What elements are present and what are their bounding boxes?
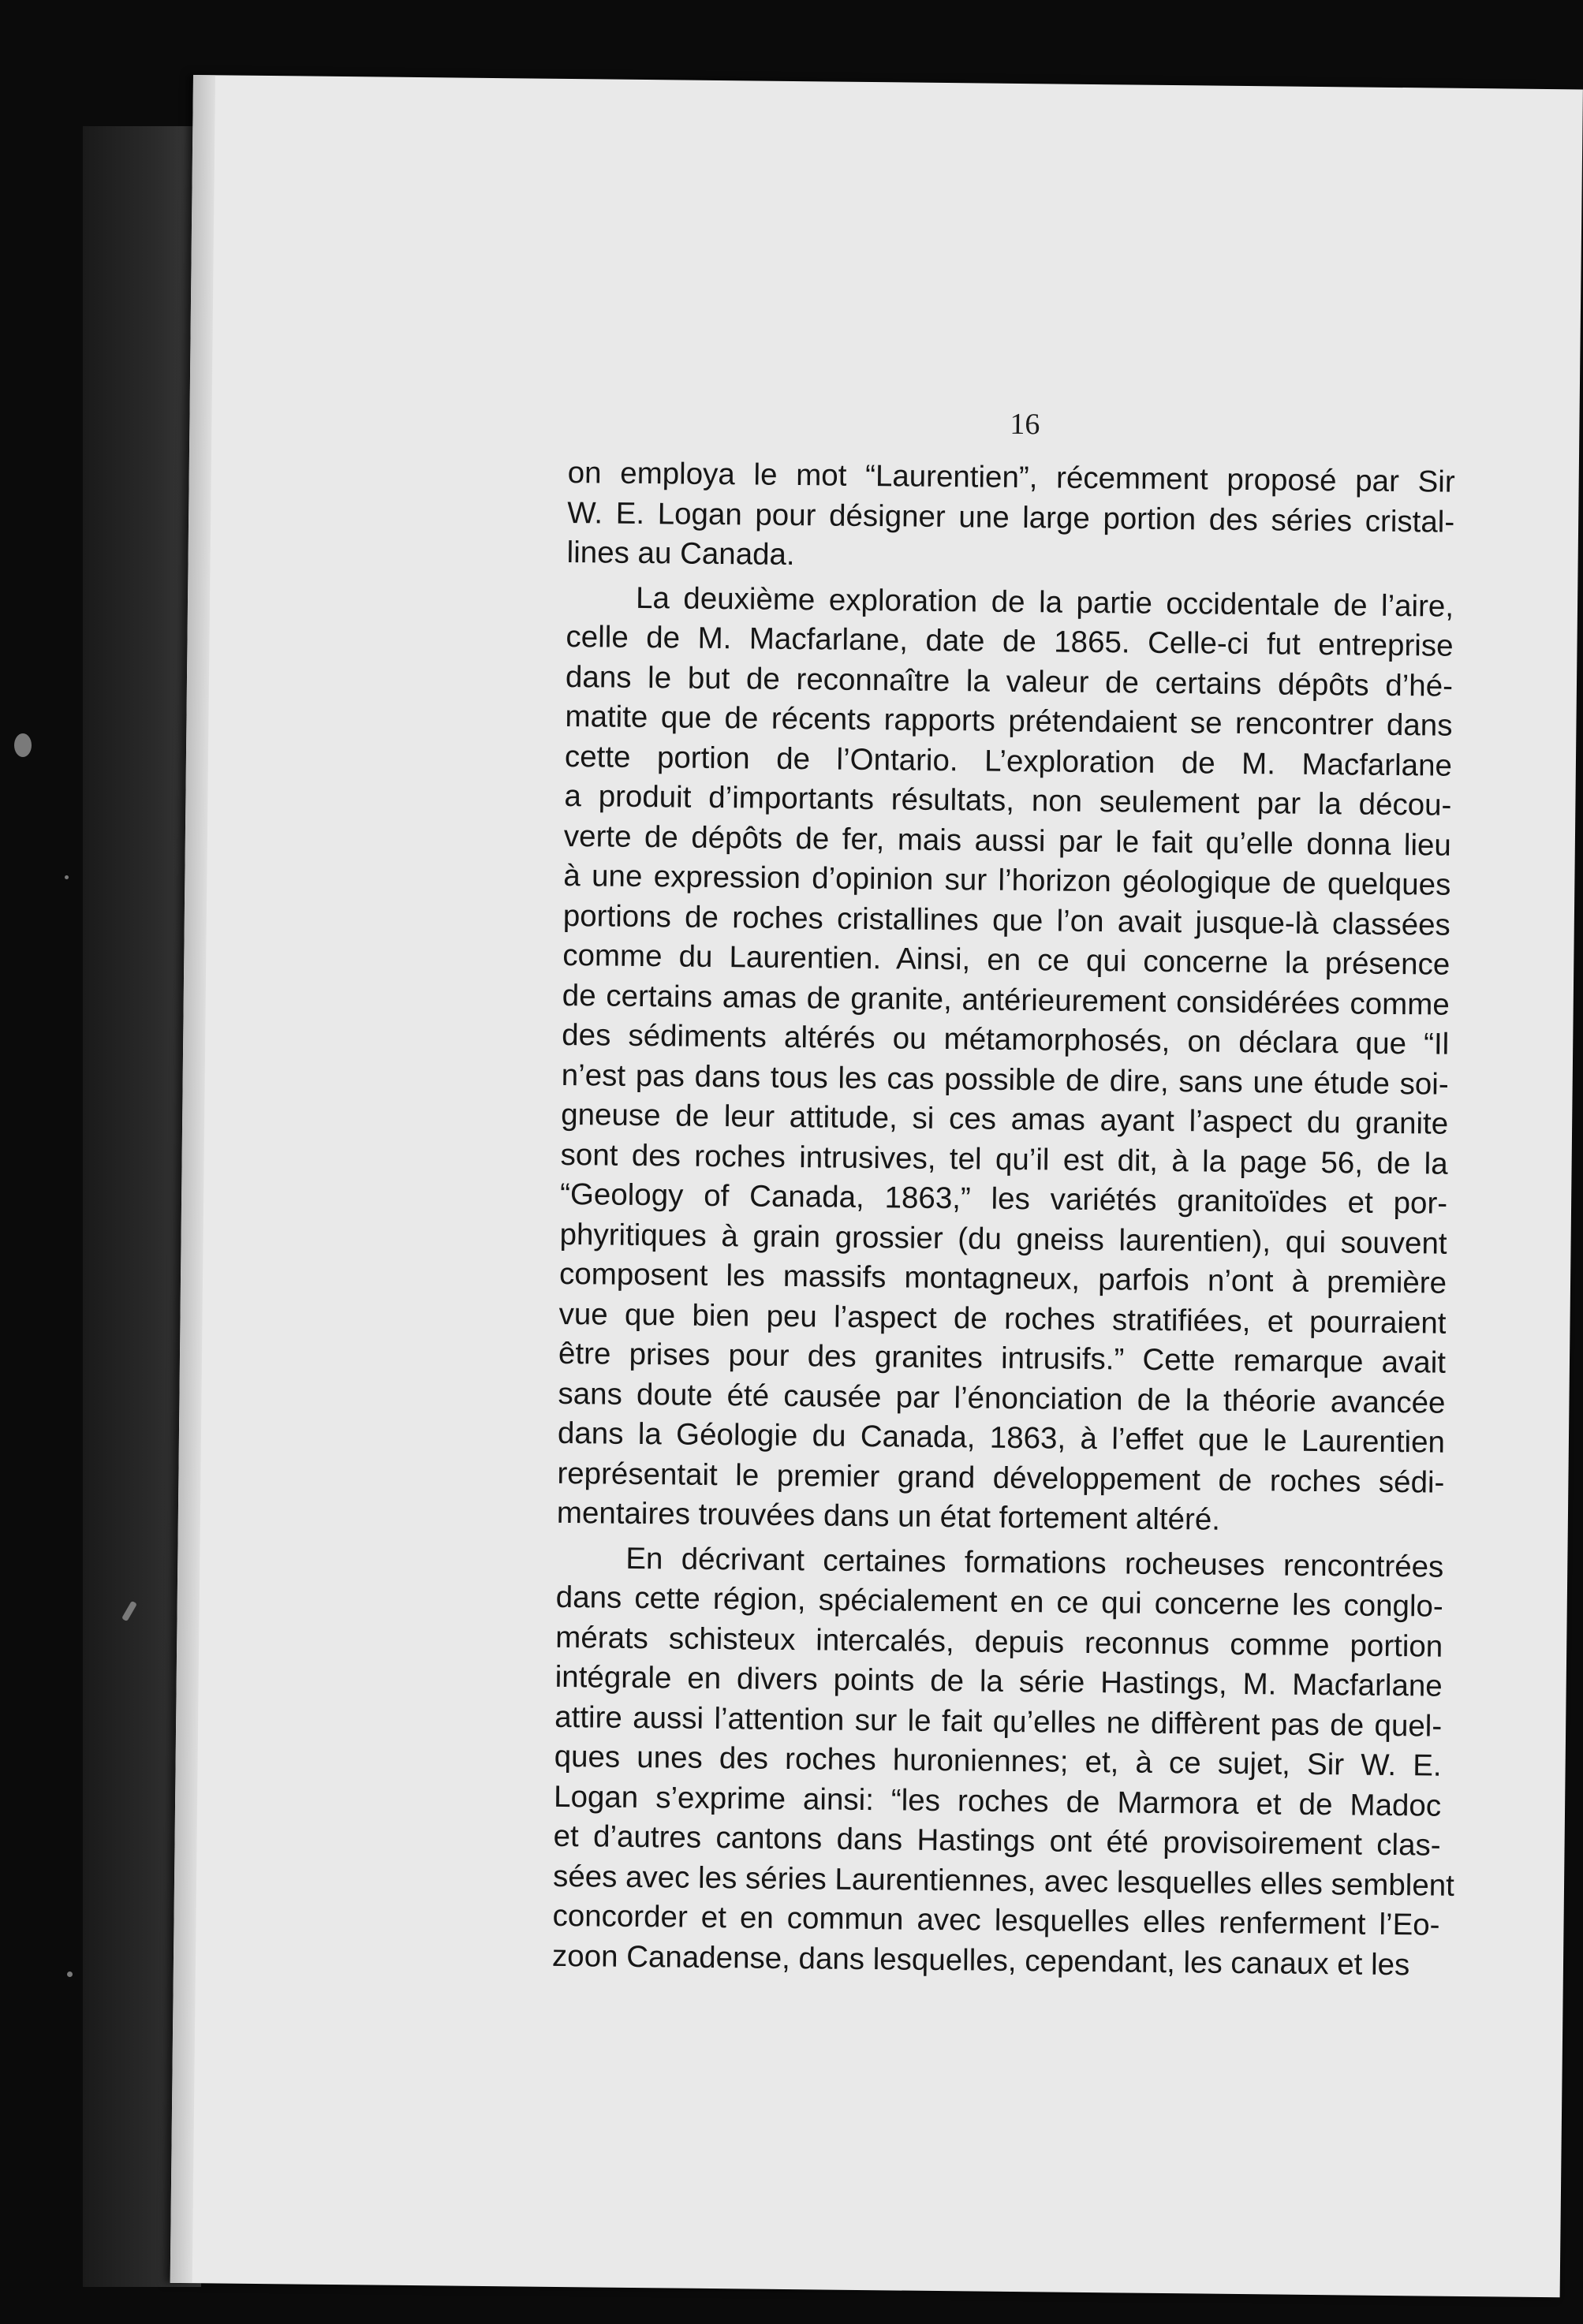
text-line: sées avec les séries Laurentiennes, avec lesquelles elles semblent — [552, 1859, 1455, 1903]
text-line: sont des roches intrusives, tel qu’il est dit, à la page 56, de la — [560, 1137, 1448, 1181]
paragraph — [551, 1538, 1455, 1985]
text-line: des sédiments altérés ou métamorphosés, on déclara que “Il — [562, 1017, 1450, 1061]
paragraph — [566, 453, 1455, 582]
text-line: concorder et en commun avec lesquelles elles renferment l’Eo- — [552, 1898, 1440, 1942]
text-line: a produit d’importants résultats, non seulement par la décou- — [564, 778, 1452, 823]
text-line: dans cette région, spécialement en ce qui concerne les conglo- — [555, 1580, 1443, 1624]
text-line: La deuxième exploration de la partie occidentale de l’aire, — [635, 580, 1454, 624]
text-line: attire aussi l’attention sur le fait qu’elles ne diffèrent pas de quel- — [554, 1699, 1443, 1744]
text-line: comme du Laurentien. Ainsi, en ce qui concerne la présence — [562, 938, 1450, 982]
text-line: dans la Géologie du Canada, 1863, à l’effet que le Laurentien — [557, 1416, 1446, 1460]
scan-speck — [65, 875, 69, 879]
text-line: lines au Canada. — [566, 535, 795, 573]
text-line: intégrale en divers points de la série Hastings, M. Macfarlane — [554, 1659, 1443, 1703]
text-line: En décrivant certaines formations rocheuses rencontrées — [625, 1541, 1444, 1584]
text-line: Logan s’exprime ainsi: “les roches de Marmora et de Madoc — [553, 1779, 1442, 1823]
text-line: être prises pour des granites intrusifs.” Cette remarque avait — [558, 1336, 1447, 1380]
text-line: dans le but de reconnaître la valeur de certains dépôts d’hé- — [565, 659, 1454, 703]
text-line: vue que bien peu l’aspect de roches stratifiées, et pourraient — [558, 1296, 1447, 1341]
paragraph — [557, 577, 1454, 1542]
text-line: mentaires trouvées dans un état fortement altéré. — [556, 1495, 1221, 1537]
text-line: cette portion de l’Ontario. L’exploration de M. Macfarlane — [564, 739, 1453, 783]
scan-speck — [67, 1971, 73, 1977]
text-line: W. E. Logan pour désigner une large portion des séries cristal- — [566, 495, 1455, 539]
text-line: portions de roches cristallines que l’on avait jusque-là classées — [562, 898, 1451, 942]
text-line: matite que de récents rapports prétendaient se rencontrer dans — [565, 699, 1453, 743]
scan-speck — [14, 733, 32, 757]
text-line: de certains amas de granite, antérieurement considérées comme — [562, 978, 1450, 1022]
text-line: n’est pas dans tous les cas possible de dire, sans une étude soi- — [561, 1058, 1449, 1102]
text-line: sans doute été causée par l’énonciation de la théorie avancée — [558, 1376, 1446, 1420]
text-line: celle de M. Macfarlane, date de 1865. Celle-ci fut entreprise — [566, 619, 1454, 663]
text-line: zoon Canadense, dans lesquelles, cependant, les canaux et les — [551, 1938, 1410, 1982]
text-line: phyritiques à grain grossier (du gneiss laurentien), qui souvent — [559, 1217, 1447, 1261]
text-line: verte de dépôts de fer, mais aussi par le fait qu’elle donna lieu — [563, 819, 1452, 863]
text-line: représentait le premier grand développement de roches sédi- — [557, 1456, 1445, 1500]
text-line: ques unes des roches huroniennes; et, à ce sujet, Sir W. E. — [554, 1739, 1442, 1783]
text-line: à une expression d’opinion sur l’horizon géologique de quelques — [563, 858, 1451, 902]
text-line: “Geology of Canada, 1863,” les variétés granitoïdes et por- — [559, 1177, 1448, 1221]
text-line: on employa le mot “Laurentien”, récemment proposé par Sir — [567, 456, 1455, 499]
text-line: mérats schisteux intercalés, depuis reconnus comme portion — [555, 1620, 1443, 1664]
text-line: et d’autres cantons dans Hastings ont été provisoirement clas- — [553, 1819, 1441, 1863]
page-number: 16 — [1010, 407, 1040, 442]
text-line: gneuse de leur attitude, si ces amas ayant l’aspect du granite — [560, 1097, 1449, 1141]
book-page — [170, 75, 1583, 2297]
body-text — [552, 453, 1455, 1986]
text-line: composent les massifs montagneux, parfois n’ont à première — [558, 1256, 1447, 1300]
